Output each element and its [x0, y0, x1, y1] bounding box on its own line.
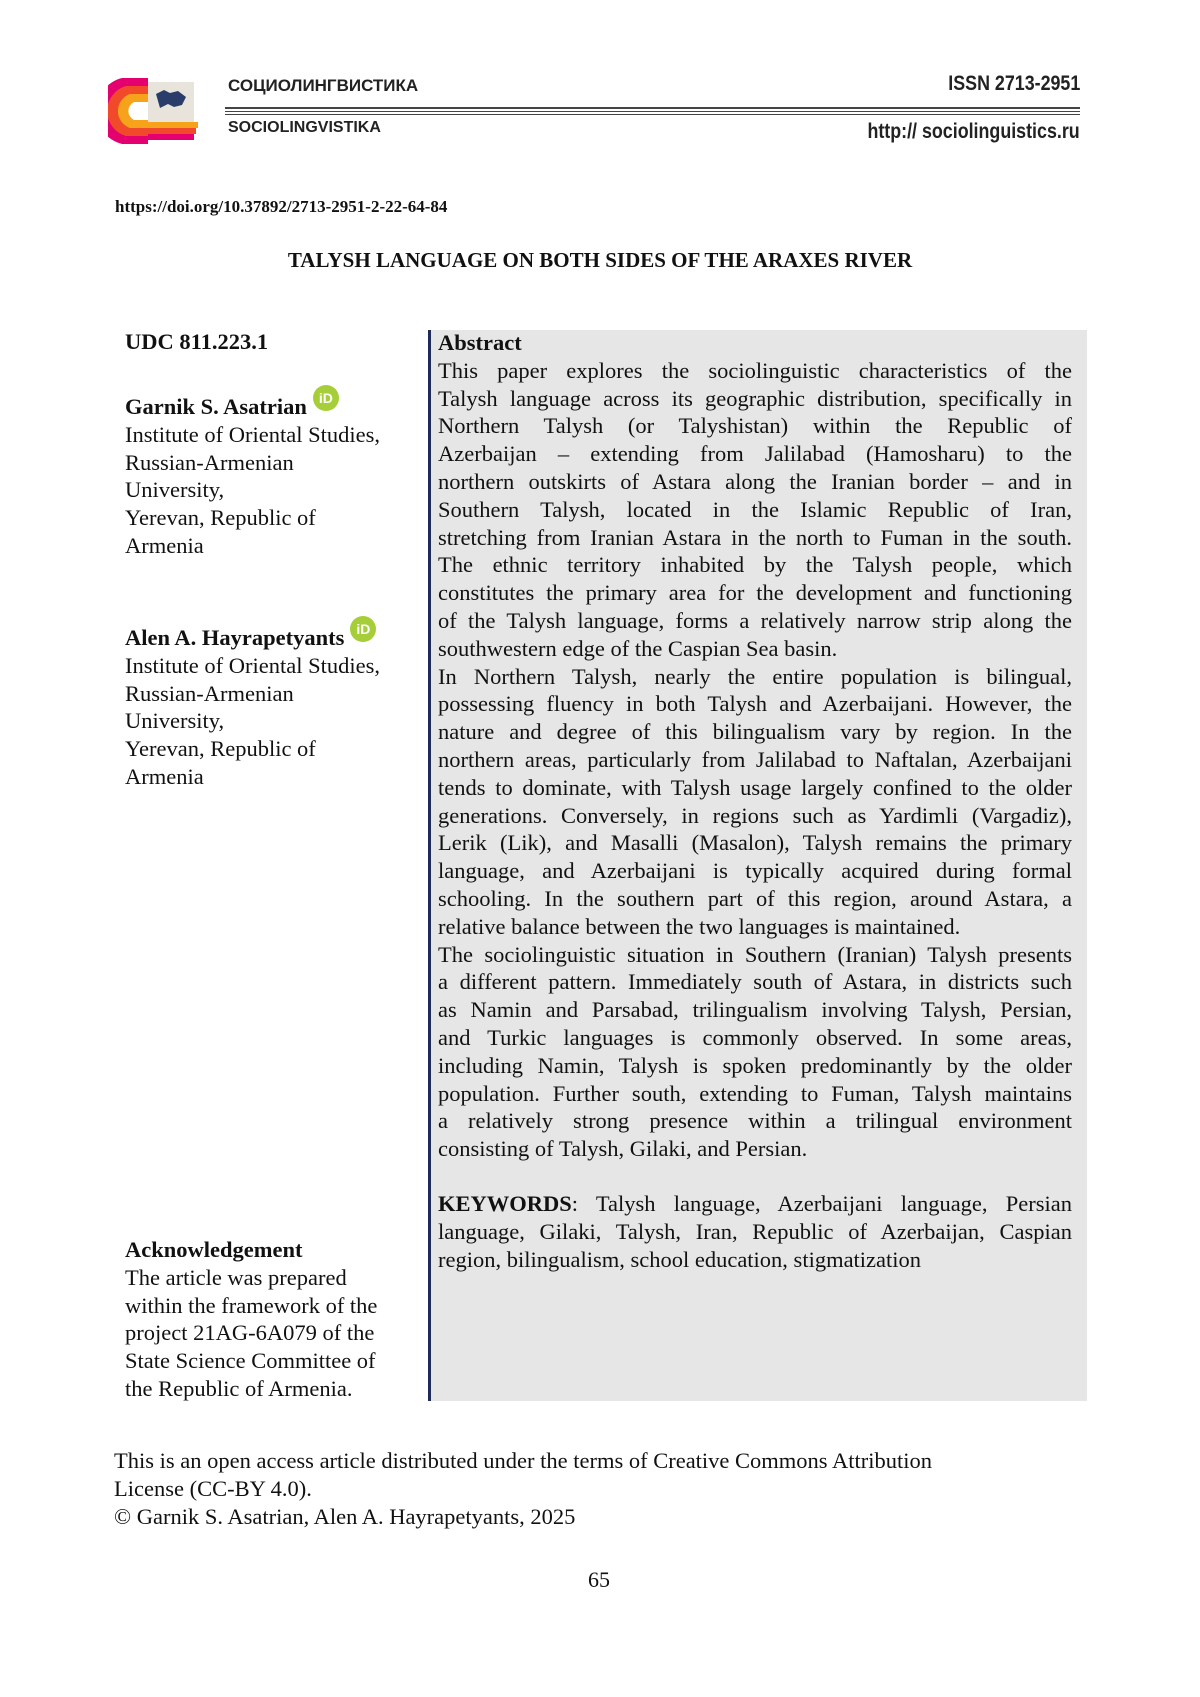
doi-link[interactable]: https://doi.org/10.37892/2713-2951-2-22-64-84	[115, 197, 448, 216]
abstract-line: In Northern Talysh, nearly the entire population is bilingual,	[438, 663, 1072, 689]
copyright: © Garnik S. Asatrian, Alen A. Hayrapetyants, 2025	[114, 1503, 576, 1529]
abstract	[438, 329, 1072, 1163]
abstract-line: schooling. In the southern part of this region, around Astara, a	[438, 885, 1072, 911]
journal-logo	[108, 74, 208, 148]
orcid-icon[interactable]: iD	[313, 385, 339, 411]
acknowledgement-line: project 21AG-6A079 of the	[125, 1320, 375, 1346]
journal-url[interactable]: http:// sociolinguistics.ru	[867, 120, 1080, 143]
affiliation-line: Institute of Oriental Studies,	[125, 421, 380, 447]
article-title: TALYSH LANGUAGE ON BOTH SIDES OF THE ARAXES RIVER	[287, 248, 913, 272]
acknowledgement-line: within the framework of the	[125, 1292, 378, 1318]
abstract-text	[438, 357, 1072, 1163]
abstract-line: Azerbaijan – extending from Jalilabad (Hamosharu) to the	[438, 441, 1072, 467]
affiliation-line: Armenia	[125, 763, 204, 789]
affiliation-line: University,	[125, 708, 225, 734]
abstract-line: Southern Talysh, located in the Islamic Republic of Iran,	[438, 496, 1072, 522]
acknowledgement-heading: Acknowledgement	[125, 1237, 303, 1262]
license-text	[114, 1447, 932, 1530]
acknowledgement	[125, 1236, 377, 1403]
abstract-line: possessing fluency in both Talysh and Azerbaijani. However, the	[438, 691, 1072, 717]
acknowledgement-line: The article was prepared	[125, 1264, 347, 1290]
abstract-heading: Abstract	[438, 330, 522, 355]
affiliation-line: Yerevan, Republic of	[125, 505, 316, 531]
affiliation-line: Institute of Oriental Studies,	[125, 652, 380, 678]
abstract-line: nature and degree of this bilingualism vary by region. In the	[438, 719, 1072, 745]
abstract-line: northern areas, particularly from Jalilabad to Naftalan, Azerbaijani	[438, 746, 1072, 772]
abstract-line: as Namin and Parsabad, trilingualism involving Talysh, Persian,	[438, 997, 1072, 1023]
abstract-line: a different pattern. Immediately south of Astara, in districts such	[438, 969, 1072, 995]
abstract-line: including Namin, Talysh is spoken predominantly by the older	[438, 1052, 1072, 1078]
header-rule	[225, 114, 1080, 115]
orcid-icon[interactable]: iD	[350, 616, 376, 642]
abstract-line: and Turkic languages is commonly observed. In some areas,	[438, 1024, 1072, 1050]
keywords	[438, 1190, 1072, 1273]
abstract-line: This paper explores the sociolinguistic characteristics of the	[438, 357, 1072, 383]
abstract-line: consisting of Talysh, Gilaki, and Persian.	[438, 1136, 808, 1162]
abstract-line: northern outskirts of Astara along the Iranian border – and in	[438, 468, 1072, 494]
abstract-line: population. Further south, extending to Fuman, Talysh maintains	[438, 1080, 1072, 1106]
keywords-line: region, bilingualism, school education, stigmatization	[438, 1246, 922, 1272]
acknowledgement-line: the Republic of Armenia.	[125, 1375, 353, 1401]
abstract-line: a relatively strong presence within a trilingual environment	[438, 1108, 1072, 1134]
license-line: This is an open access article distributed under the terms of Creative Commons Attribution	[114, 1448, 932, 1473]
abstract-line: language, and Azerbaijani is typically acquired during formal	[438, 858, 1072, 884]
abstract-line: relative balance between the two languages is maintained.	[438, 913, 961, 939]
acknowledgement-line: State Science Committee of	[125, 1348, 376, 1374]
journal-name-en: SOCIOLINGVISTIKA	[228, 119, 381, 136]
header-rule	[225, 107, 1080, 109]
page-number: 65	[588, 1567, 610, 1592]
abstract-line: The ethnic territory inhabited by the Talysh people, which	[438, 552, 1072, 578]
abstract-line: Northern Talysh (or Talyshistan) within the Republic of	[438, 413, 1072, 439]
affiliation-line: Armenia	[125, 532, 204, 558]
header-rule	[225, 111, 1080, 112]
author-block	[125, 390, 380, 560]
abstract-line: Lerik (Lik), and Masalli (Masalon), Talysh remains the primary	[438, 830, 1072, 856]
author-name: Alen A. Hayrapetyants	[125, 625, 345, 650]
udc: UDC 811.223.1	[125, 329, 269, 354]
affiliation-line: Russian-Armenian	[125, 680, 294, 706]
affiliation-line: University,	[125, 477, 225, 503]
abstract-line: The sociolinguistic situation in Southern (Iranian) Talysh presents	[438, 941, 1072, 967]
keywords-line: : Talysh language, Azerbaijani language, Persian	[571, 1191, 1072, 1216]
abstract-line: southwestern edge of the Caspian Sea basin.	[438, 635, 838, 661]
abstract-line: tends to dominate, with Talysh usage largely confined to the older	[438, 774, 1072, 800]
keywords-line: language, Gilaki, Talysh, Iran, Republic of Azerbaijan, Caspian	[438, 1218, 1072, 1244]
affiliation-line: Yerevan, Republic of	[125, 736, 316, 762]
affiliation-line: Russian-Armenian	[125, 449, 294, 475]
abstract-line: of the Talysh language, forms a relatively narrow strip along the	[438, 607, 1072, 633]
abstract-line: stretching from Iranian Astara in the north to Fuman in the south.	[438, 524, 1072, 550]
abstract-line: Talysh language across its geographic distribution, specifically in	[438, 385, 1072, 411]
author-name: Garnik S. Asatrian	[125, 394, 307, 419]
abstract-line: constitutes the primary area for the development and functioning	[438, 580, 1072, 606]
abstract-line: generations. Conversely, in regions such as Yardimli (Vargadiz),	[438, 802, 1072, 828]
issn: ISSN 2713-2951	[948, 72, 1080, 95]
license-line: License (CC-BY 4.0).	[114, 1475, 312, 1501]
author-block	[125, 621, 380, 791]
journal-name-ru: СОЦИОЛИНГВИСТИКА	[228, 76, 419, 95]
keywords-label: KEYWORDS	[438, 1191, 572, 1216]
